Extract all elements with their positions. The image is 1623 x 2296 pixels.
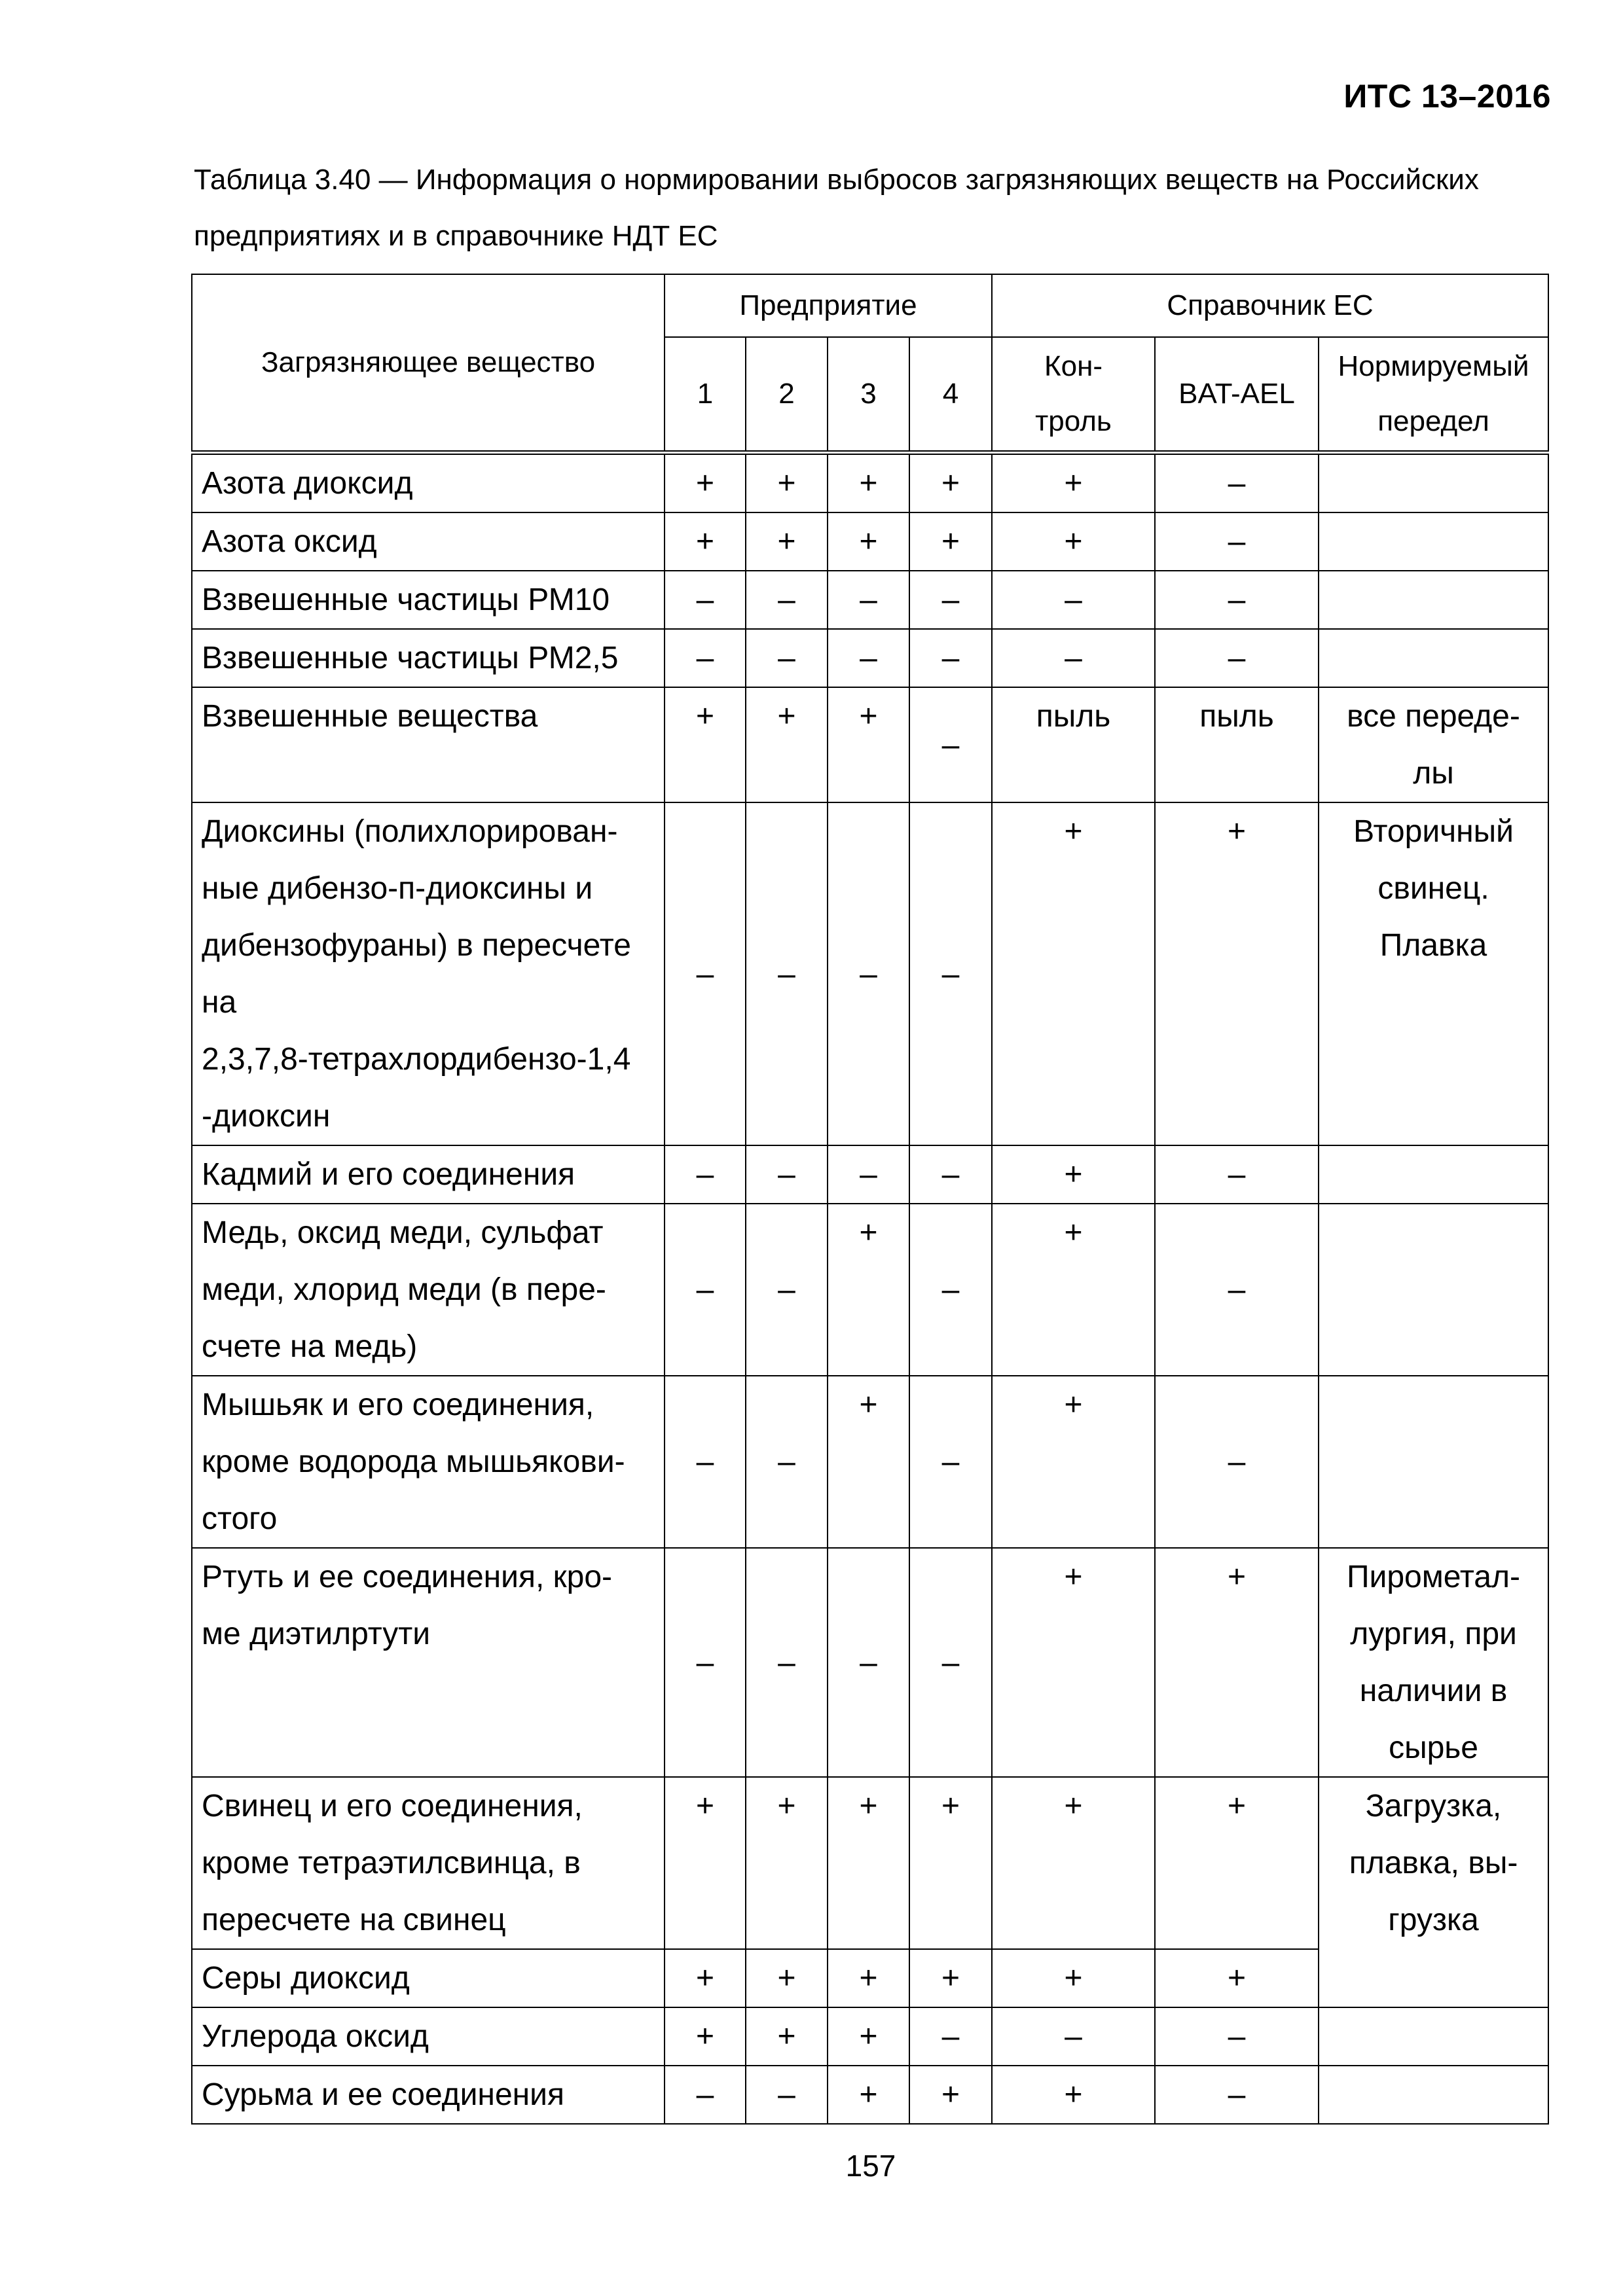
enterprise-4-value: + — [909, 2066, 992, 2124]
header-enterprise-3: 3 — [828, 337, 909, 453]
bat-ael-value: + — [1155, 1777, 1319, 1949]
pollutant-name-line: кроме водорода мышьякови- — [202, 1444, 625, 1479]
pollutant-name — [192, 1204, 665, 1376]
control-value: + — [992, 1145, 1155, 1204]
pollutant-name-line: Азота оксид — [202, 524, 377, 559]
enterprise-4-value: + — [909, 1949, 992, 2007]
enterprise-1-value: + — [665, 1949, 746, 2007]
enterprise-4-value: – — [909, 571, 992, 629]
document-code: ИТС 13–2016 — [1343, 78, 1551, 115]
normed-stage-value — [1319, 1376, 1548, 1548]
enterprise-3-value: – — [828, 1145, 909, 1204]
pollutant-name — [192, 629, 665, 687]
normed-stage-line: Вторичный — [1353, 814, 1514, 849]
enterprise-4-value: – — [909, 802, 992, 1145]
enterprise-4-value: + — [909, 512, 992, 571]
normed-stage-line: наличии в — [1359, 1674, 1508, 1708]
enterprise-3-value: + — [828, 453, 909, 513]
enterprise-3-value: + — [828, 2007, 909, 2066]
normed-stage-line: Пирометал- — [1347, 1560, 1520, 1594]
enterprise-1-value: + — [665, 2007, 746, 2066]
pollutant-name-line: пересчете на свинец — [202, 1903, 506, 1937]
table-row — [192, 512, 1548, 571]
bat-ael-value: – — [1155, 1376, 1319, 1548]
pollutant-name — [192, 571, 665, 629]
normed-stage-line: все переде- — [1347, 699, 1520, 734]
pollutant-name-line: 2,3,7,8-тетрахлордибензо-1,4 — [202, 1042, 631, 1077]
table-row — [192, 687, 1548, 802]
normed-stage-value — [1319, 1204, 1548, 1376]
normed-stage-line: сырье — [1389, 1731, 1478, 1765]
control-value: + — [992, 1777, 1155, 1949]
bat-ael-value: – — [1155, 1204, 1319, 1376]
pollutant-name-line: ме диэтилртути — [202, 1617, 431, 1651]
header-pollutant: Загрязняющее вещество — [192, 274, 665, 453]
enterprise-1-value: – — [665, 802, 746, 1145]
pollutant-name — [192, 1548, 665, 1777]
normed-stage-value — [1319, 1145, 1548, 1204]
bat-ael-value: – — [1155, 571, 1319, 629]
enterprise-2-value: + — [746, 2007, 828, 2066]
enterprise-1-value: + — [665, 1777, 746, 1949]
pollutant-name-line: Азота диоксид — [202, 466, 413, 501]
header-bat-ael: BAT-AEL — [1155, 337, 1319, 453]
enterprise-4-value: + — [909, 453, 992, 513]
bat-ael-value: – — [1155, 453, 1319, 513]
enterprise-1-value: – — [665, 629, 746, 687]
enterprise-3-value: – — [828, 571, 909, 629]
pollutant-name-line: ные дибензо-п-диоксины и — [202, 871, 593, 906]
enterprise-3-value: + — [828, 1949, 909, 2007]
control-value: + — [992, 802, 1155, 1145]
enterprise-2-value: + — [746, 1777, 828, 1949]
enterprise-2-value: – — [746, 629, 828, 687]
pollutant-name-line: Мышьяк и его соединения, — [202, 1388, 594, 1422]
enterprise-3-value: – — [828, 802, 909, 1145]
header-normed-line-1: Нормируемый — [1338, 350, 1529, 382]
enterprise-3-value: + — [828, 512, 909, 571]
header-normed-line-2: передел — [1377, 405, 1489, 437]
pollutant-name — [192, 453, 665, 513]
enterprise-1-value: – — [665, 571, 746, 629]
enterprise-4-value: – — [909, 1145, 992, 1204]
enterprise-3-value: + — [828, 1376, 909, 1548]
enterprise-2-value: – — [746, 1145, 828, 1204]
enterprise-1-value: + — [665, 453, 746, 513]
enterprise-4-value: – — [909, 687, 992, 802]
bat-ael-value: – — [1155, 629, 1319, 687]
enterprise-3-value: + — [828, 1204, 909, 1376]
normed-stage-value — [1319, 453, 1548, 513]
pollutant-name-line: Ртуть и ее соединения, кро- — [202, 1560, 612, 1594]
table-row — [192, 629, 1548, 687]
pollutant-name-line: дибензофураны) в пересчете — [202, 928, 631, 963]
normed-stage-line: лы — [1413, 756, 1454, 791]
normed-stage-value — [1319, 629, 1548, 687]
enterprise-1-value: + — [665, 512, 746, 571]
control-value: + — [992, 1204, 1155, 1376]
control-value: пыль — [992, 687, 1155, 802]
pollutant-name — [192, 1376, 665, 1548]
pollutant-name-line: Взвешенные частицы РМ2,5 — [202, 641, 619, 675]
bat-ael-value: – — [1155, 1145, 1319, 1204]
pollutant-name-line: Свинец и его соединения, — [202, 1789, 583, 1823]
header-enterprise-4: 4 — [909, 337, 992, 453]
pollutant-name-line: кроме тетраэтилсвинца, в — [202, 1846, 581, 1880]
bat-ael-value: – — [1155, 2007, 1319, 2066]
bat-ael-value: + — [1155, 1548, 1319, 1777]
normed-stage-line: грузка — [1388, 1903, 1479, 1937]
pollutant-name — [192, 1145, 665, 1204]
caption-line-2: предприятиях и в справочнике НДТ ЕС — [194, 220, 718, 252]
table-row — [192, 571, 1548, 629]
table-row — [192, 1548, 1548, 1777]
table-row — [192, 2066, 1548, 2124]
enterprise-2-value: + — [746, 512, 828, 571]
normed-stage-line: Плавка — [1379, 928, 1487, 963]
pollutant-name-line: стого — [202, 1501, 278, 1536]
table-row — [192, 1777, 1548, 1949]
pollutant-name-line: -диоксин — [202, 1099, 331, 1134]
pollutant-name — [192, 512, 665, 571]
normed-stage-line: лургия, при — [1350, 1617, 1517, 1651]
page-number: 157 — [845, 2149, 896, 2183]
enterprise-1-value: – — [665, 1145, 746, 1204]
pollutant-name-line: Медь, оксид меди, сульфат — [202, 1215, 604, 1250]
table-row — [192, 2007, 1548, 2066]
bat-ael-value: + — [1155, 1949, 1319, 2007]
pollutant-name — [192, 1777, 665, 1949]
table-row — [192, 453, 1548, 513]
table-row — [192, 802, 1548, 1145]
enterprise-2-value: – — [746, 802, 828, 1145]
control-value: + — [992, 1949, 1155, 2007]
pollutant-name-line: Углерода оксид — [202, 2019, 429, 2054]
control-value: – — [992, 2007, 1155, 2066]
pollutant-name — [192, 2007, 665, 2066]
enterprise-3-value: + — [828, 687, 909, 802]
normed-stage-value — [1319, 2066, 1548, 2124]
normed-stage-value — [1319, 512, 1548, 571]
enterprise-1-value: – — [665, 2066, 746, 2124]
enterprise-2-value: + — [746, 453, 828, 513]
table-caption — [194, 152, 1556, 264]
pollutant-name-line: Взвешенные частицы РМ10 — [202, 583, 610, 617]
enterprise-3-value: + — [828, 2066, 909, 2124]
normed-stage-value — [1319, 802, 1548, 1145]
bat-ael-value: – — [1155, 512, 1319, 571]
control-value: + — [992, 2066, 1155, 2124]
caption-line-1: Таблица 3.40 — Информация о нормировании выбросов загрязняющих веществ на Российских — [194, 164, 1479, 196]
enterprise-4-value: – — [909, 2007, 992, 2066]
enterprise-2-value: – — [746, 2066, 828, 2124]
table-row — [192, 1145, 1548, 1204]
pollutant-name — [192, 1949, 665, 2007]
table-row — [192, 1376, 1548, 1548]
enterprise-2-value: – — [746, 1548, 828, 1777]
enterprise-2-value: – — [746, 571, 828, 629]
emissions-table — [191, 274, 1549, 2125]
normed-stage-value — [1319, 1548, 1548, 1777]
enterprise-3-value: + — [828, 1777, 909, 1949]
header-enterprise: Предприятие — [665, 274, 992, 337]
normed-stage-value — [1319, 2007, 1548, 2066]
pollutant-name-line: Серы диоксид — [202, 1961, 410, 1996]
header-enterprise-2: 2 — [746, 337, 828, 453]
pollutant-name-line: Диоксины (полихлорирован- — [202, 814, 618, 849]
normed-stage-line: плавка, вы- — [1349, 1846, 1518, 1880]
enterprise-4-value: – — [909, 1376, 992, 1548]
header-control-line-2: троль — [1035, 405, 1112, 437]
pollutant-name-line: счете на медь) — [202, 1329, 418, 1364]
normed-stage-value — [1319, 571, 1548, 629]
normed-stage-line: Загрузка, — [1365, 1789, 1502, 1823]
control-value: + — [992, 453, 1155, 513]
pollutant-name-line: на — [202, 985, 237, 1020]
table-row — [192, 1204, 1548, 1376]
enterprise-2-value: – — [746, 1204, 828, 1376]
enterprise-2-value: + — [746, 687, 828, 802]
enterprise-3-value: – — [828, 1548, 909, 1777]
enterprise-4-value: – — [909, 1204, 992, 1376]
enterprise-1-value: + — [665, 687, 746, 802]
enterprise-2-value: + — [746, 1949, 828, 2007]
header-control-line-1: Кон- — [1044, 350, 1103, 382]
header-eu-reference: Справочник ЕС — [992, 274, 1548, 337]
control-value: + — [992, 512, 1155, 571]
table-body — [192, 453, 1548, 2125]
control-value: + — [992, 1376, 1155, 1548]
enterprise-4-value: – — [909, 1548, 992, 1777]
control-value: – — [992, 571, 1155, 629]
header-control — [992, 337, 1155, 453]
pollutant-name-line: Взвешенные вещества — [202, 699, 538, 734]
enterprise-3-value: – — [828, 629, 909, 687]
bat-ael-value: – — [1155, 2066, 1319, 2124]
enterprise-1-value: – — [665, 1548, 746, 1777]
enterprise-4-value: + — [909, 1777, 992, 1949]
normed-stage-value — [1319, 1777, 1548, 2007]
pollutant-name — [192, 687, 665, 802]
bat-ael-value: пыль — [1155, 687, 1319, 802]
bat-ael-value: + — [1155, 802, 1319, 1145]
control-value: – — [992, 629, 1155, 687]
normed-stage-line: свинец. — [1377, 871, 1489, 906]
pollutant-name — [192, 802, 665, 1145]
pollutant-name — [192, 2066, 665, 2124]
pollutant-name-line: Сурьма и ее соединения — [202, 2077, 564, 2112]
normed-stage-value — [1319, 687, 1548, 802]
enterprise-2-value: – — [746, 1376, 828, 1548]
enterprise-1-value: – — [665, 1204, 746, 1376]
enterprise-1-value: – — [665, 1376, 746, 1548]
header-normed-stage — [1319, 337, 1548, 453]
control-value: + — [992, 1548, 1155, 1777]
pollutant-name-line: Кадмий и его соединения — [202, 1157, 575, 1192]
enterprise-4-value: – — [909, 629, 992, 687]
pollutant-name-line: меди, хлорид меди (в пере- — [202, 1272, 606, 1307]
header-enterprise-1: 1 — [665, 337, 746, 453]
